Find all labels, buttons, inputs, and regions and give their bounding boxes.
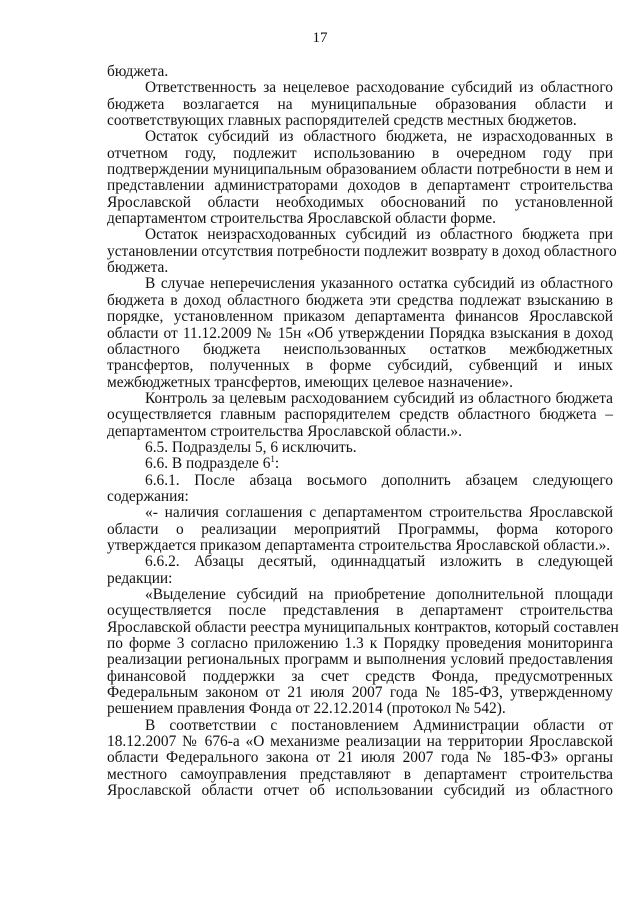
text-line bbox=[107, 522, 613, 538]
text-line bbox=[107, 375, 613, 391]
text-line-content: по форме 3 согласно приложению 1.3 к Порядку проведения мониторинга bbox=[107, 635, 613, 653]
text-line bbox=[107, 162, 613, 178]
text-line bbox=[107, 636, 613, 652]
text-line-content: решением правления Фонда от 22.12.2014 (протокол № 542). bbox=[107, 700, 506, 718]
text-line-content: подтверждении муниципальным образованием области потребности в нем и bbox=[107, 161, 613, 179]
text-line-content: Остаток неизрасходованных субсидий из областного бюджета при bbox=[145, 226, 613, 244]
text-line-content: осуществляется главным распорядителем средств областного бюджета – bbox=[107, 406, 613, 424]
text-line-content: «Выделение субсидий на приобретение дополнительной площади bbox=[145, 586, 613, 603]
text-line bbox=[107, 276, 613, 292]
text-line-content: Ответственность за нецелевое расходование субсидий из областного bbox=[145, 79, 613, 97]
text-line-content: осуществляется после представления в департамент строительства bbox=[107, 602, 613, 620]
text-line-content: бюджета. bbox=[107, 259, 169, 277]
text-line-content: области от 11.12.2009 № 15н «Об утверждении Порядка взыскания в доход bbox=[107, 324, 613, 342]
text-line bbox=[107, 309, 613, 325]
text-line bbox=[107, 178, 613, 194]
text-line bbox=[107, 489, 613, 505]
text-line-content: 6.5. Подразделы 5, 6 исключить. bbox=[145, 438, 357, 456]
text-line-content: «- наличия соглашения с департаментом строительства Ярославской bbox=[145, 504, 613, 522]
text-line-content: Ярославской области необходимых обоснований по установленной bbox=[107, 193, 613, 211]
text-line bbox=[107, 391, 613, 407]
text-line bbox=[107, 652, 613, 668]
text-line-tail: : bbox=[274, 455, 280, 473]
text-line bbox=[107, 242, 617, 260]
text-line bbox=[107, 701, 613, 717]
text-line-content: бюджета возлагается на муниципальные образования области и bbox=[107, 95, 613, 113]
text-line-content: порядке, установленном приказом департамента финансов Ярославской bbox=[107, 308, 613, 326]
text-line-content: трансфертов, полученных в форме субсидий, субвенций и иных bbox=[107, 357, 613, 375]
text-line-content: установлении отсутствия потребности подлежит возврату в доход областного bbox=[107, 242, 617, 260]
text-line-content: Ярославской области реестра муниципальных контрактов, который составлен bbox=[107, 618, 619, 636]
text-line bbox=[107, 767, 613, 783]
text-line bbox=[107, 783, 613, 799]
text-line bbox=[107, 685, 613, 701]
text-line bbox=[107, 505, 613, 521]
text-line bbox=[107, 538, 613, 554]
text-line bbox=[107, 571, 613, 587]
text-line bbox=[107, 424, 613, 440]
text-line bbox=[107, 293, 613, 309]
text-line bbox=[107, 407, 613, 423]
text-line-content: бюджета. bbox=[107, 63, 169, 80]
text-line-content: Федеральным законом от 21 июля 2007 года № 185-ФЗ, утвержденному bbox=[107, 684, 613, 702]
text-line bbox=[107, 146, 613, 162]
text-line bbox=[107, 113, 613, 129]
text-line-content: местного самоуправления представляют в департамент строительства bbox=[107, 765, 613, 783]
text-line bbox=[107, 80, 613, 96]
text-line-content: бюджета в доход областного бюджета эти средства подлежат взысканию в bbox=[107, 291, 613, 309]
page-number: 17 bbox=[312, 30, 328, 46]
text-line bbox=[107, 358, 613, 374]
text-line bbox=[107, 750, 613, 766]
text-line-content: утверждается приказом департамента строительства Ярославской области.». bbox=[107, 536, 611, 554]
text-line-content: Контроль за целевым расходованием субсидий из областного бюджета bbox=[145, 389, 613, 407]
text-line-content: Остаток субсидий из областного бюджета, не израсходованных в bbox=[145, 128, 613, 146]
text-line bbox=[107, 129, 613, 145]
text-line bbox=[107, 64, 613, 80]
text-line-content: соответствующих главных распорядителей средств местных бюджетов. bbox=[107, 112, 577, 130]
text-line bbox=[107, 260, 613, 276]
text-line-content: 6.6.2. Абзацы десятый, одиннадцатый изложить в следующей bbox=[145, 553, 613, 571]
text-line bbox=[107, 326, 613, 342]
text-line-content: межбюджетных трансфертов, имеющих целевое назначение». bbox=[107, 373, 513, 391]
text-line-content: представлении администраторами доходов в департамент строительства bbox=[107, 177, 613, 195]
text-line-content: 18.12.2007 № 676-а «О механизме реализации на территории Ярославской bbox=[107, 733, 613, 751]
text-line-content: департаментом строительства Ярославской области.». bbox=[107, 422, 462, 440]
text-line-content: областного бюджета неиспользованных остатков межбюджетных bbox=[107, 340, 613, 358]
text-line-content: редакции: bbox=[107, 569, 173, 587]
superscript: 1 bbox=[270, 454, 275, 465]
text-line-content: финансовой поддержки за счет средств Фонда, предусмотренных bbox=[107, 667, 613, 685]
text-line-content: В соответствии с постановлением Администрации области от bbox=[145, 716, 613, 734]
document-body bbox=[107, 63, 619, 800]
text-line bbox=[107, 97, 613, 113]
text-line-content: В случае неперечисления указанного остатка субсидий из областного bbox=[145, 275, 613, 293]
text-line bbox=[107, 669, 613, 685]
text-line bbox=[107, 342, 613, 358]
text-line bbox=[107, 618, 619, 636]
text-line-content: области о реализации мероприятий Программы, форма которого bbox=[107, 520, 613, 538]
text-line bbox=[107, 195, 613, 211]
text-line bbox=[107, 718, 613, 734]
text-line bbox=[107, 473, 613, 489]
text-line-content: Ярославской области отчет об использовании субсидий из областного bbox=[107, 782, 613, 800]
text-line-content: реализации региональных программ и выполнения условий предоставления bbox=[107, 651, 613, 669]
text-line-content: содержания: bbox=[107, 487, 189, 505]
text-line bbox=[107, 227, 613, 243]
text-line bbox=[107, 211, 613, 227]
text-line bbox=[107, 456, 613, 472]
text-line-content: 6.6. В подразделе 6 bbox=[145, 455, 271, 473]
text-line-content: департаментом строительства Ярославской области форме. bbox=[107, 210, 496, 228]
text-line bbox=[107, 587, 613, 603]
text-line bbox=[107, 440, 613, 456]
text-line bbox=[107, 603, 613, 619]
text-line-content: области Федерального закона от 21 июля 2007 года № 185-ФЗ» органы bbox=[107, 749, 613, 767]
text-line-content: 6.6.1. После абзаца восьмого дополнить абзацем следующего bbox=[145, 471, 613, 489]
text-line-content: отчетном году, подлежит использованию в очередном году при bbox=[107, 144, 613, 162]
text-line bbox=[107, 554, 613, 570]
text-line bbox=[107, 734, 613, 750]
